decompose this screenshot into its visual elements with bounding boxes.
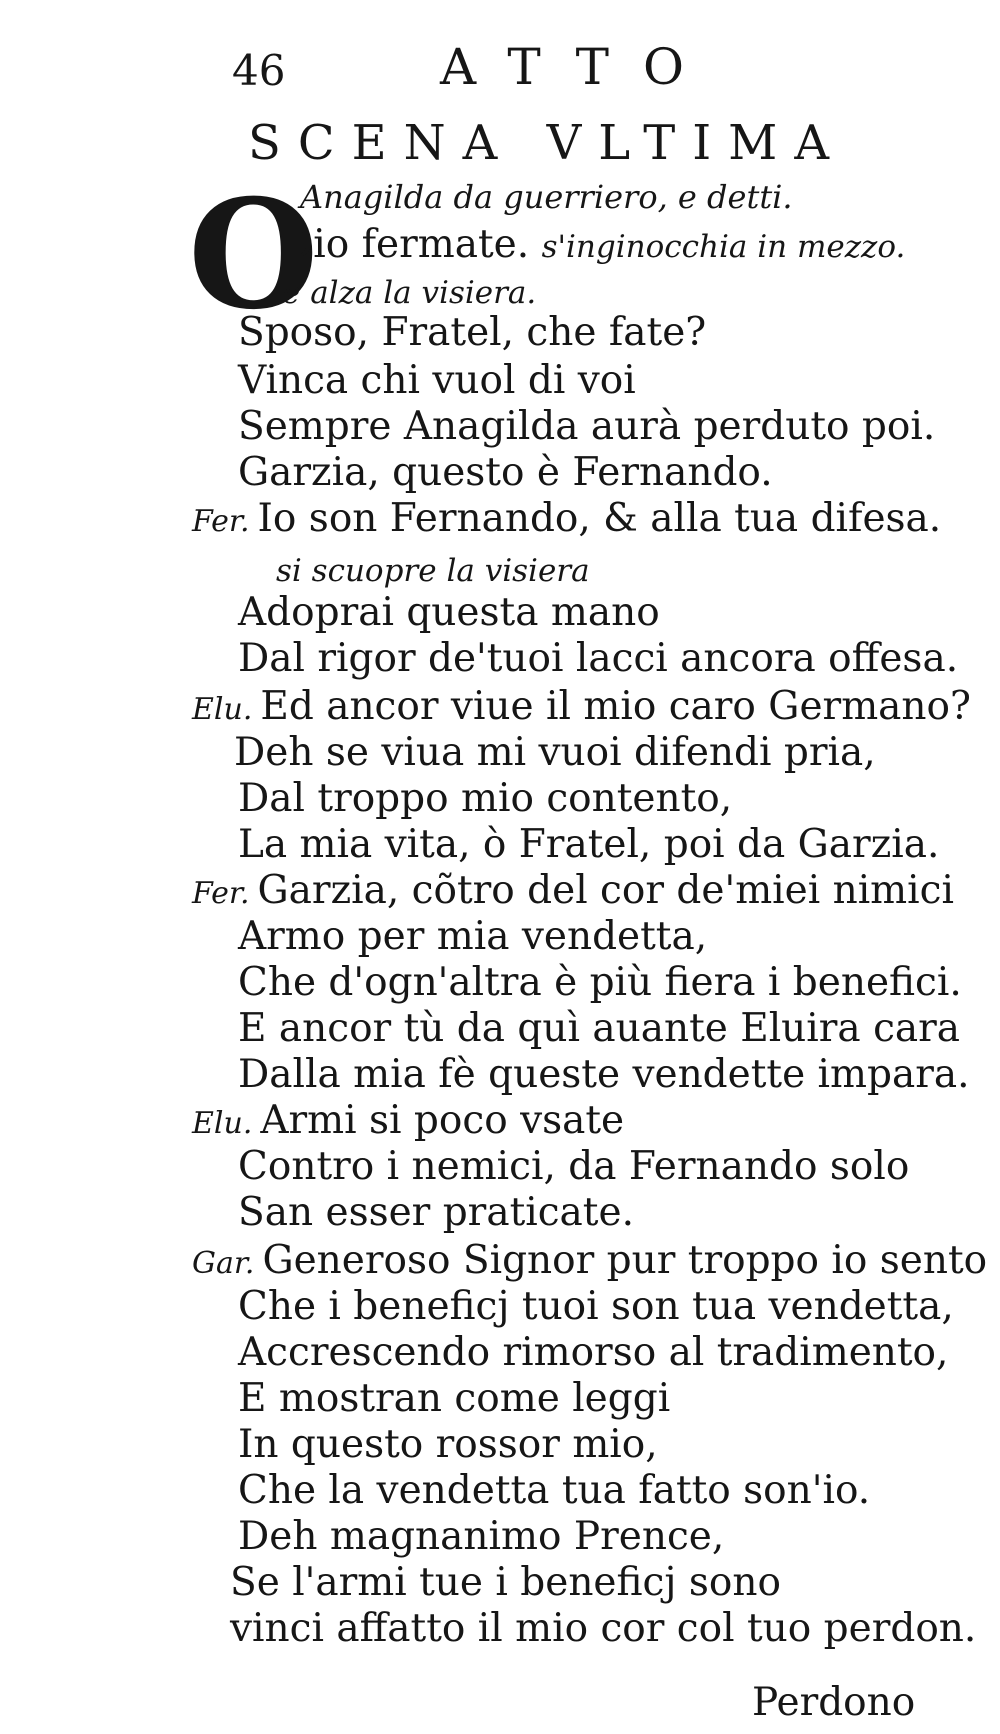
verse-text: Adoprai questa mano [238, 590, 660, 635]
verse-line [238, 404, 935, 450]
verse-line [238, 310, 706, 356]
verse-line [276, 546, 590, 594]
verse-line [238, 776, 732, 822]
verse-line [238, 358, 636, 404]
verse-text: Contro i nemici, da Fernando solo [238, 1144, 910, 1189]
verse-text: Dal troppo mio contento, [238, 776, 733, 821]
verse-text: Dalla mia fè queste vendette impara. [238, 1052, 970, 1097]
verse-text: Deh magnanimo Prence, [238, 1514, 725, 1559]
verse-text: In questo rossor mio, [238, 1422, 658, 1467]
verse-line [238, 450, 773, 496]
page-number: 46 [232, 46, 286, 95]
verse-line [282, 222, 905, 270]
scene-title: SCENA VLTIMA [248, 115, 846, 171]
verse-line [238, 636, 958, 682]
verse-text: Io son Fernando, & alla tua difesa. [257, 496, 942, 541]
verse-line [192, 1238, 987, 1287]
verse-line [238, 914, 707, 960]
speaker-label: Gar. [192, 1246, 255, 1281]
verse-text: Generoso Signor pur troppo io sento [262, 1238, 988, 1283]
page-header [0, 38, 1000, 108]
verse-text: E mostran come leggi [238, 1376, 671, 1421]
verse-line [238, 590, 660, 636]
verse-text: Che i beneficj tuoi son tua vendetta, [238, 1284, 954, 1329]
verse-line [238, 1330, 948, 1376]
verse-text: Dio fermate. [282, 222, 530, 267]
verse-text: Sposo, Fratel, che fate? [238, 310, 707, 355]
verse-line [230, 1560, 781, 1606]
scene-direction: Anagilda da guerriero, e detti. [300, 178, 793, 216]
verse-line [192, 684, 971, 733]
verse-line [238, 1468, 870, 1514]
verse-text: Sempre Anagilda aurà perduto poi. [238, 404, 936, 449]
verse-text: San esser praticate. [238, 1190, 634, 1235]
verse-line [238, 1422, 658, 1468]
stage-direction: s'inginocchia in mezzo. [541, 229, 906, 265]
verse-line [192, 1098, 624, 1147]
verse-line [238, 1144, 909, 1190]
drop-capital: O [188, 167, 319, 343]
verse-text: Che la vendetta tua fatto son'io. [238, 1468, 871, 1513]
verse-text: Armo per mia vendetta, [238, 914, 708, 959]
verse-text: E ancor tù da quì auante Eluira cara [238, 1006, 961, 1051]
verse-text: Garzia, questo è Fernando. [238, 450, 773, 495]
verse-text: Armi si poco vsate [260, 1098, 625, 1143]
verse-line [238, 960, 962, 1006]
verse-text: Dal rigor de'tuoi lacci ancora offesa. [238, 636, 959, 681]
verse-line [192, 496, 941, 545]
verse-text: Ed ancor viue il mio caro Germano? [260, 684, 971, 729]
verse-text: Accrescendo rimorso al tradimento, [238, 1330, 949, 1375]
verse-text: vinci affatto il mio cor col tuo perdon. [230, 1606, 977, 1651]
verse-text: Garzia, cõtro del cor de'miei nimici [257, 868, 954, 913]
verse-line [282, 268, 536, 316]
verse-text: Deh se viua mi vuoi difendi pria, [234, 730, 876, 775]
verse-line [238, 1052, 970, 1098]
speaker-label: Fer. [192, 504, 250, 539]
speaker-label: Fer. [192, 876, 250, 911]
stage-direction: si scuopre la visiera [276, 553, 590, 589]
speaker-label: Elu. [192, 1106, 253, 1141]
verse-text: Che d'ogn'altra è più fiera i benefici. [238, 960, 962, 1005]
verse-text: Se l'armi tue i beneficj sono [230, 1560, 781, 1605]
verse-line [192, 868, 954, 917]
running-head: ATTO [440, 38, 718, 96]
catchword: Perdono [752, 1680, 916, 1725]
stage-direction: e alza la visiera. [282, 275, 537, 311]
verse-text: La mia vita, ò Fratel, poi da Garzia. [238, 822, 940, 867]
verse-line [234, 730, 876, 776]
verse-line [238, 1190, 634, 1236]
verse-line [238, 1514, 724, 1560]
verse-line [238, 822, 939, 868]
verse-line [238, 1284, 954, 1330]
verse-line [230, 1606, 976, 1652]
speaker-label: Elu. [192, 692, 253, 727]
verse-text: Vinca chi vuol di voi [238, 358, 636, 403]
verse-line [238, 1006, 960, 1052]
verse-line [238, 1376, 670, 1422]
